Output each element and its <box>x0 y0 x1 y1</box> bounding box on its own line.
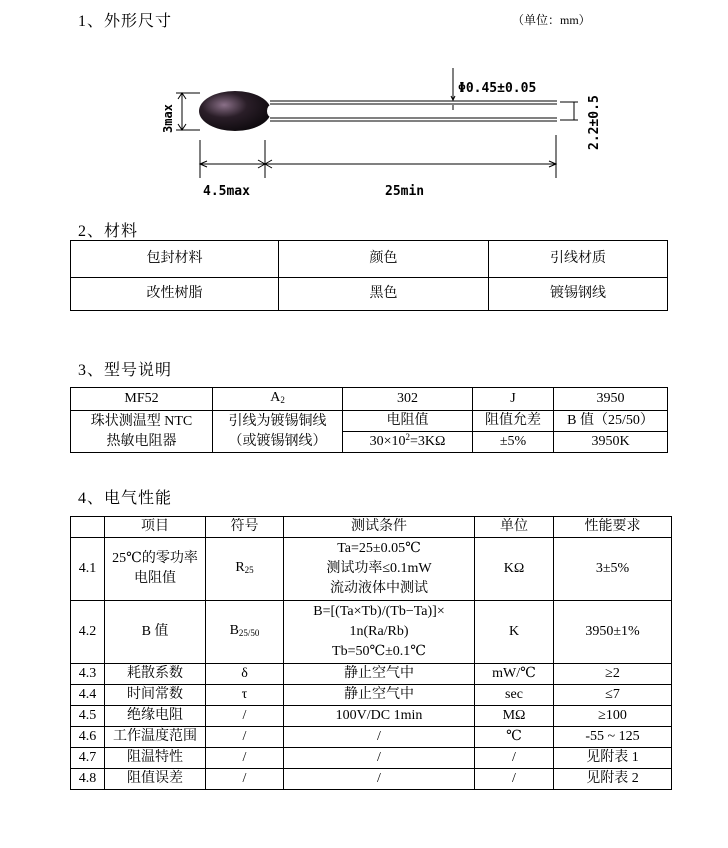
model-desc <box>213 411 343 453</box>
table-row <box>71 706 672 727</box>
model-desc: B 值（25/50） <box>554 411 668 432</box>
item-cell: 阻值误差 <box>105 769 206 790</box>
table-row <box>71 685 672 706</box>
thermistor-body <box>199 91 275 131</box>
symbol-cell: τ <box>206 685 284 706</box>
model-desc <box>71 411 213 453</box>
model-value <box>343 432 473 453</box>
item-cell: 绝缘电阻 <box>105 706 206 727</box>
symbol-sub: 25 <box>244 565 254 575</box>
section-2-title: 2、材料 <box>78 223 139 240</box>
requirement-cell: ≤7 <box>554 685 672 706</box>
desc-line: （或镀锡钢线） <box>228 433 327 449</box>
model-code: MF52 <box>71 388 213 411</box>
symbol-main: B <box>229 623 239 638</box>
symbol-cell: δ <box>206 664 284 685</box>
row-number: 4.5 <box>71 706 105 727</box>
materials-value: 黑色 <box>279 278 489 311</box>
condition-line: 测试功率≤0.1mW <box>326 561 432 576</box>
column-header: 测试条件 <box>284 517 475 538</box>
lead-spacing-label: 2.2±0.5 <box>587 95 602 150</box>
requirement-cell: 3950±1% <box>554 601 672 664</box>
unit-cell: mW/℃ <box>475 664 554 685</box>
materials-header: 引线材质 <box>489 241 668 278</box>
row-number: 4.8 <box>71 769 105 790</box>
condition-cell: / <box>284 727 475 748</box>
requirement-cell: ≥2 <box>554 664 672 685</box>
symbol-sub: 25/50 <box>238 628 260 638</box>
materials-table <box>70 240 668 311</box>
item-cell: 时间常数 <box>105 685 206 706</box>
condition-cell: 100V/DC 1min <box>284 706 475 727</box>
lead-diameter-label: Φ0.45±0.05 <box>458 81 537 96</box>
unit-cell: K <box>475 601 554 664</box>
unit-cell: ℃ <box>475 727 554 748</box>
item-cell <box>105 538 206 601</box>
symbol-main: R <box>235 560 245 575</box>
symbol-cell: / <box>206 769 284 790</box>
model-code: J <box>473 388 554 411</box>
model-code: 302 <box>343 388 473 411</box>
materials-header: 颜色 <box>279 241 489 278</box>
condition-line: 1n(Ra/Rb) <box>349 624 409 639</box>
model-table <box>70 387 668 453</box>
condition-cell <box>284 601 475 664</box>
unit-cell: / <box>475 769 554 790</box>
electrical-table <box>70 516 672 790</box>
requirement-cell: 3±5% <box>554 538 672 601</box>
table-row <box>71 727 672 748</box>
unit-cell: / <box>475 748 554 769</box>
table-row <box>71 748 672 769</box>
dimension-diagram <box>0 0 728 210</box>
column-header: 单位 <box>475 517 554 538</box>
value-sup: 2 <box>405 432 410 442</box>
item-cell: 阻温特性 <box>105 748 206 769</box>
section-1-title: 1、外形尺寸 <box>78 13 173 30</box>
column-header: 项目 <box>105 517 206 538</box>
table-row <box>71 769 672 790</box>
row-number: 4.7 <box>71 748 105 769</box>
requirement-cell: 见附表 1 <box>554 748 672 769</box>
symbol-cell: / <box>206 706 284 727</box>
code-main: A <box>270 390 281 405</box>
column-header <box>71 517 105 538</box>
symbol-cell: / <box>206 727 284 748</box>
row-number: 4.3 <box>71 664 105 685</box>
section-4-title: 4、电气性能 <box>78 490 173 507</box>
body-length-label: 4.5max <box>203 184 250 199</box>
condition-cell: / <box>284 769 475 790</box>
condition-line: 流动液体中测试 <box>330 581 428 596</box>
row-number: 4.2 <box>71 601 105 664</box>
desc-line: 引线为镀锡铜线 <box>228 413 327 429</box>
condition-line: Ta=25±0.05℃ <box>337 541 421 556</box>
desc-line: 珠状测温型 NTC <box>90 413 193 429</box>
model-code <box>213 388 343 411</box>
unit-label: （单位：mm） <box>512 13 591 27</box>
materials-value: 镀锡钢线 <box>489 278 668 311</box>
section-3-title: 3、型号说明 <box>78 362 173 379</box>
table-row <box>71 538 672 601</box>
model-value: ±5% <box>473 432 554 453</box>
item-cell: 工作温度范围 <box>105 727 206 748</box>
materials-value: 改性树脂 <box>71 278 279 311</box>
row-number: 4.6 <box>71 727 105 748</box>
requirement-cell: 见附表 2 <box>554 769 672 790</box>
item-line: 电阻值 <box>134 571 176 586</box>
condition-cell: 静止空气中 <box>284 664 475 685</box>
row-number: 4.1 <box>71 538 105 601</box>
lead-length-label: 25min <box>385 184 425 199</box>
condition-cell: 静止空气中 <box>284 685 475 706</box>
body-height-label: 3max <box>161 104 175 133</box>
code-sub: 2 <box>280 395 285 405</box>
requirement-cell: -55 ~ 125 <box>554 727 672 748</box>
condition-cell <box>284 538 475 601</box>
table-row <box>71 601 672 664</box>
value-part: =3KΩ <box>409 434 446 449</box>
desc-line: 热敏电阻器 <box>106 433 177 449</box>
condition-line: B=[(Ta×Tb)/(Tb−Ta)]× <box>313 604 445 619</box>
unit-cell: KΩ <box>475 538 554 601</box>
column-header: 符号 <box>206 517 284 538</box>
value-part: 30×10 <box>369 434 406 449</box>
symbol-cell: / <box>206 748 284 769</box>
unit-cell: MΩ <box>475 706 554 727</box>
symbol-cell <box>206 538 284 601</box>
materials-header: 包封材料 <box>71 241 279 278</box>
model-desc: 电阻值 <box>343 411 473 432</box>
unit-cell: sec <box>475 685 554 706</box>
item-cell: B 值 <box>105 601 206 664</box>
requirement-cell: ≥100 <box>554 706 672 727</box>
item-cell: 耗散系数 <box>105 664 206 685</box>
model-desc: 阻值允差 <box>473 411 554 432</box>
model-value: 3950K <box>554 432 668 453</box>
model-code: 3950 <box>554 388 668 411</box>
row-number: 4.4 <box>71 685 105 706</box>
symbol-cell <box>206 601 284 664</box>
item-line: 25℃的零功率 <box>112 551 198 566</box>
column-header: 性能要求 <box>554 517 672 538</box>
condition-cell: / <box>284 748 475 769</box>
condition-line: Tb=50℃±0.1℃ <box>332 644 426 659</box>
table-row <box>71 664 672 685</box>
table-header-row <box>71 517 672 538</box>
leads <box>270 101 557 121</box>
